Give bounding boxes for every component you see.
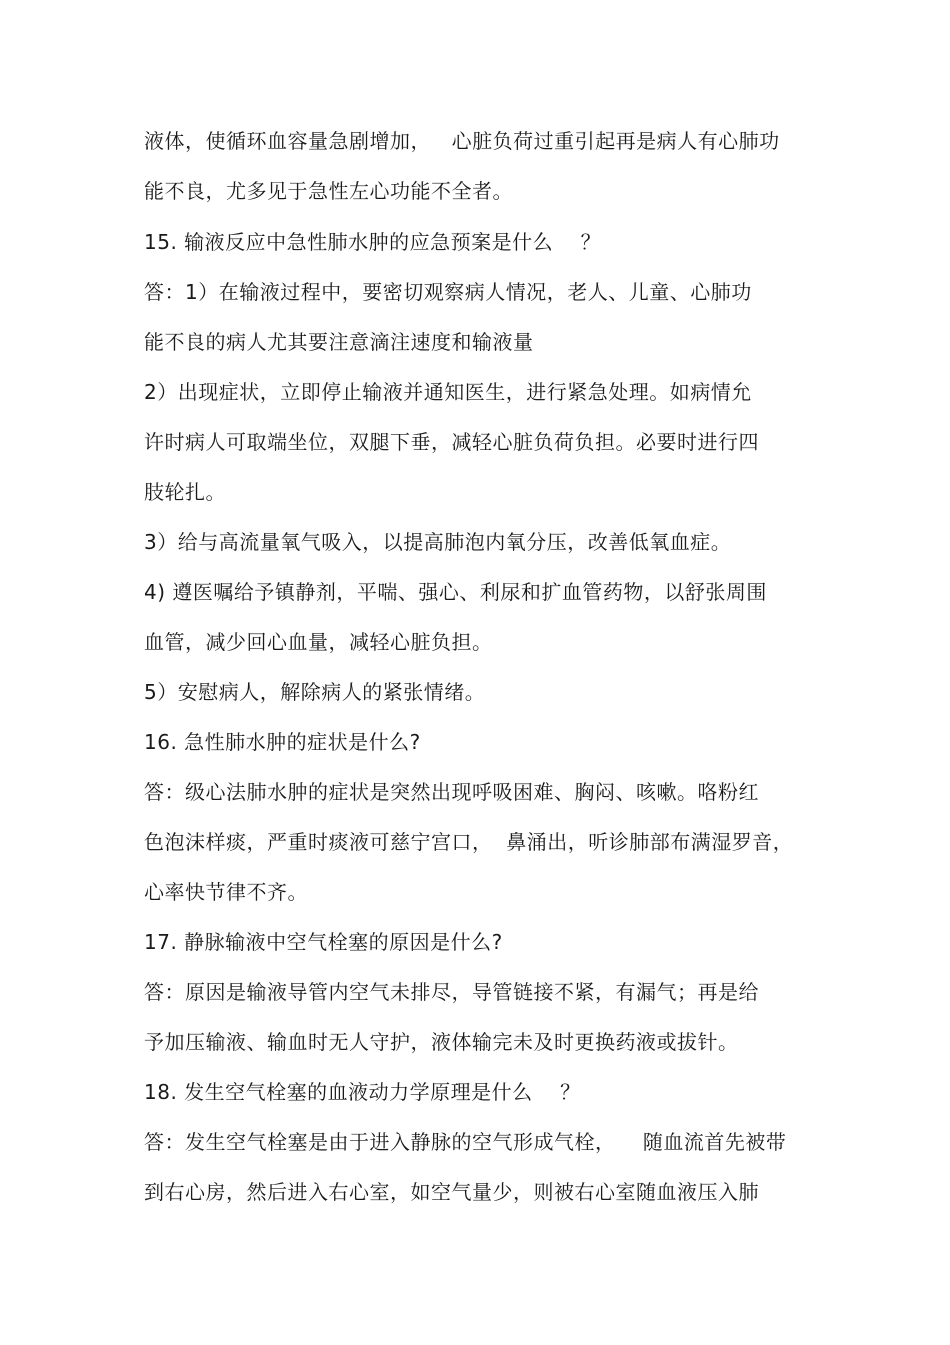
- text-line-15: 色泡沫样痰，严重时痰液可慈宁宫口， 鼻涌出，听诊肺部布满湿罗音，: [144, 830, 794, 854]
- text-line-12: 5）安慰病人，解除病人的紧张情绪。: [144, 680, 486, 704]
- text-line-9: 3）给与高流量氧气吸入，以提高肺泡内氧分压，改善低氧血症。: [144, 530, 732, 554]
- question-18-heading: 18. 发生空气栓塞的血液动力学原理是什么 ？: [144, 1080, 581, 1104]
- text-line-11: 血管，减少回心血量，减轻心脏负担。: [144, 630, 493, 654]
- text-line-22: 到右心房，然后进入右心室，如空气量少，则被右心室随血液压入肺: [144, 1180, 759, 1204]
- text-line-2: 能不良，尤多见于急性左心功能不全者。: [144, 179, 513, 203]
- text-line-14: 答：级心法肺水肿的症状是突然出现呼吸困难、胸闷、咳嗽。咯粉红: [144, 780, 759, 804]
- text-line-18: 答：原因是输液导管内空气未排尽，导管链接不紧，有漏气；再是给: [144, 980, 759, 1004]
- question-15-heading: 15. 输液反应中急性肺水肿的应急预案是什么 ？: [144, 230, 602, 254]
- text-line-21: 答：发生空气栓塞是由于进入静脉的空气形成气栓， 随血流首先被带: [144, 1130, 787, 1154]
- text-line-4: 答：1）在输液过程中，要密切观察病人情况，老人、儿童、心肺功: [144, 280, 752, 304]
- text-line-10: 4) 遵医嘱给予镇静剂，平喘、强心、利尿和扩血管药物，以舒张周围: [144, 580, 767, 604]
- text-line-7: 许时病人可取端坐位，双腿下垂，减轻心脏负荷负担。必要时进行四: [144, 430, 759, 454]
- text-line-1: 液体，使循环血容量急剧增加， 心脏负荷过重引起再是病人有心肺功: [144, 129, 780, 153]
- text-line-6: 2）出现症状，立即停止输液并通知医生，进行紧急处理。如病情允: [144, 380, 752, 404]
- text-line-16: 心率快节律不齐。: [144, 880, 308, 904]
- question-17-heading: 17. 静脉输液中空气栓塞的原因是什么?: [144, 930, 503, 954]
- text-line-8: 肢轮扎。: [144, 480, 226, 504]
- question-16-heading: 16. 急性肺水肿的症状是什么?: [144, 730, 421, 754]
- text-line-19: 予加压输液、输血时无人守护，液体输完未及时更换药液或拔针。: [144, 1030, 739, 1054]
- text-line-5: 能不良的病人尤其要注意滴注速度和输液量: [144, 330, 534, 354]
